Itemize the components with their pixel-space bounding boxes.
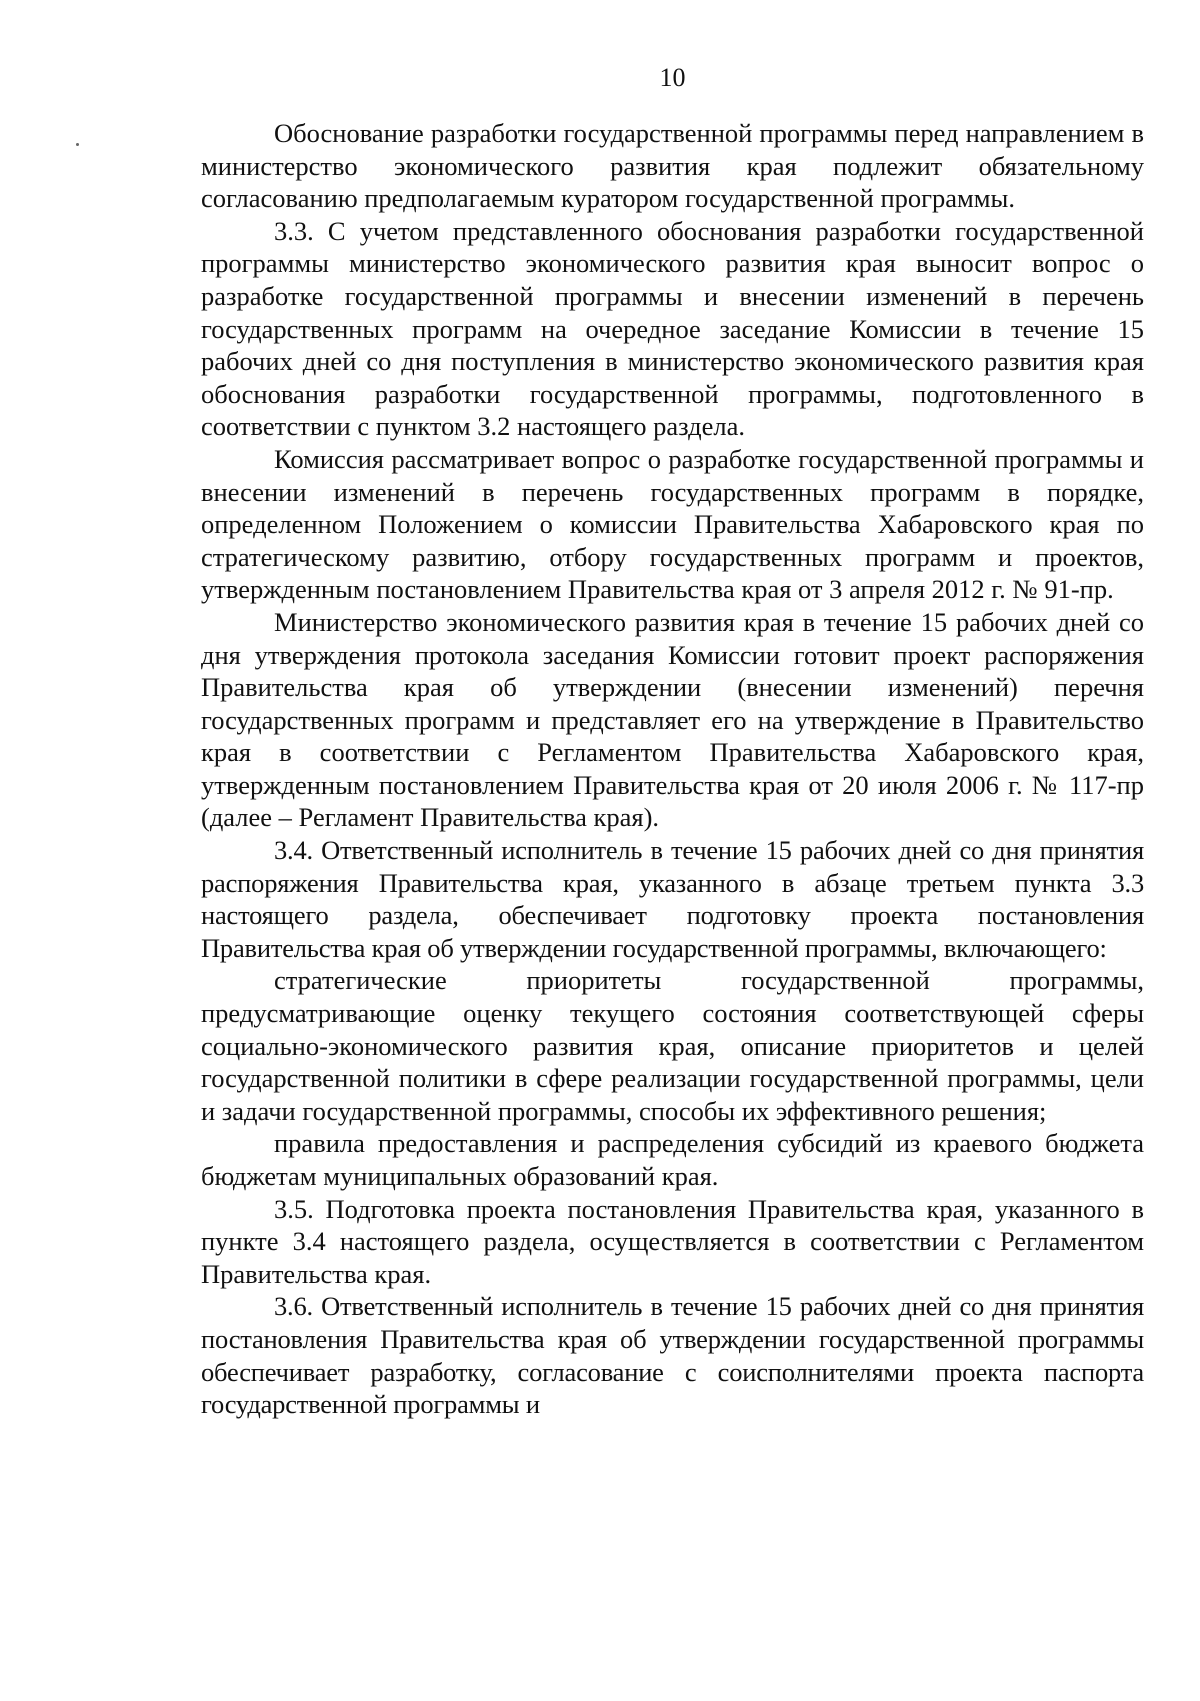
paragraph: Министерство экономического развития края в течение 15 рабочих дней со дня утверждения протокола заседания Комиссии готовит проект распоряжения Правительства края об утверждении (внесении изменений) перечня государственных программ и представляет его на утверждение в Правительство края в соответствии с Регламентом Правительства Хабаровского края, утвержденным постановлением Правительства края от 20 июля 2006 г. № 117-пр (далее – Регламент Правительства края). [201,606,1144,833]
scan-speck [76,143,79,146]
paragraph: 3.6. Ответственный исполнитель в течение 15 рабочих дней со дня принятия постановления Правительства края об утверждении государственной программы обеспечивает разработку, согласование с соисполнителями проекта паспорта государственной программы и [201,1291,1144,1420]
paragraph: правила предоставления и распределения субсидий из краевого бюджета бюджетам муниципальных образований края. [201,1128,1144,1191]
paragraph: Обоснование разработки государственной программы перед направлением в министерство экономического развития края подлежит обязательному согласованию предполагаемым куратором государственной программы. [201,118,1144,214]
paragraph: 3.3. С учетом представленного обоснования разработки государственной программы министерство экономического развития края выносит вопрос о разработке государственной программы и внесении изменений в перечень государственных программ на очередное заседание Комиссии в течение 15 рабочих дней со дня поступления в министерство экономического развития края обоснования разработки государственной программы, подготовленного в соответствии с пунктом 3.2 настоящего раздела. [201,215,1144,442]
paragraph: 3.5. Подготовка проекта постановления Правительства края, указанного в пункте 3.4 настоящего раздела, осуществляется в соответствии с Регламентом Правительства края. [201,1193,1144,1289]
page-number: 10 [659,63,686,92]
paragraph: Комиссия рассматривает вопрос о разработке государственной программы и внесении изменений в перечень государственных программ в порядке, определенном Положением о комиссии Правительства Хабаровского края по стратегическому развитию, отбору государственных программ и проектов, утвержденным постановлением Правительства края от 3 апреля 2012 г. № 91-пр. [201,443,1144,605]
paragraph: 3.4. Ответственный исполнитель в течение 15 рабочих дней со дня принятия распоряжения Правительства края, указанного в абзаце третьем пункта 3.3 настоящего раздела, обеспечивает подготовку проекта постановления Правительства края об утверждении государственной программы, включающего: [201,835,1144,963]
paragraph: стратегические приоритеты государственной программы, предусматривающие оценку текущего состояния соответствующей сферы социально-экономического развития края, описание приоритетов и целей государственной политики в сфере реализации государственной программы, цели и задачи государственной программы, способы их эффективного решения; [201,965,1144,1126]
document-body [201,117,1144,1421]
